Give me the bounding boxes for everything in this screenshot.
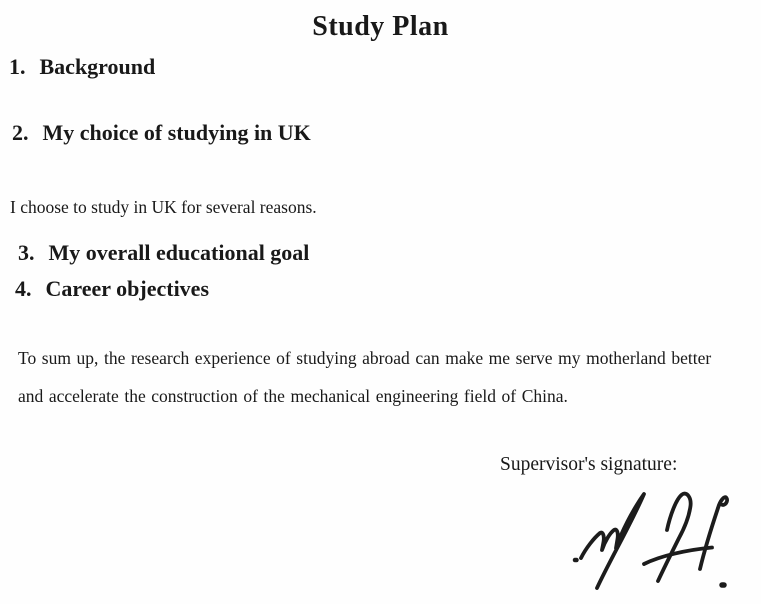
heading-number: 1. <box>9 54 26 79</box>
heading-label: Career objectives <box>45 276 210 301</box>
body-text-reasons: I choose to study in UK for several reasons. <box>10 197 317 217</box>
heading-label: My choice of studying in UK <box>42 120 311 145</box>
summary-paragraph-line: and accelerate the construction of the mechanical engineering field of China. <box>18 386 568 406</box>
heading-label: Background <box>39 54 156 79</box>
heading-choice-of-studying <box>12 120 311 146</box>
page-title: Study Plan <box>312 11 449 42</box>
heading-number: 2. <box>12 120 29 145</box>
heading-career-objectives <box>15 276 209 302</box>
summary-paragraph-line: To sum up, the research experience of studying abroad can make me serve my motherland better <box>18 348 712 368</box>
heading-background <box>9 54 155 80</box>
heading-label: My overall educational goal <box>48 240 310 265</box>
heading-number: 3. <box>18 240 35 265</box>
heading-number: 4. <box>15 276 32 301</box>
handwritten-signature-icon <box>558 472 748 602</box>
heading-educational-goal <box>18 240 309 266</box>
supervisor-signature-label: Supervisor's signature: <box>500 454 678 475</box>
